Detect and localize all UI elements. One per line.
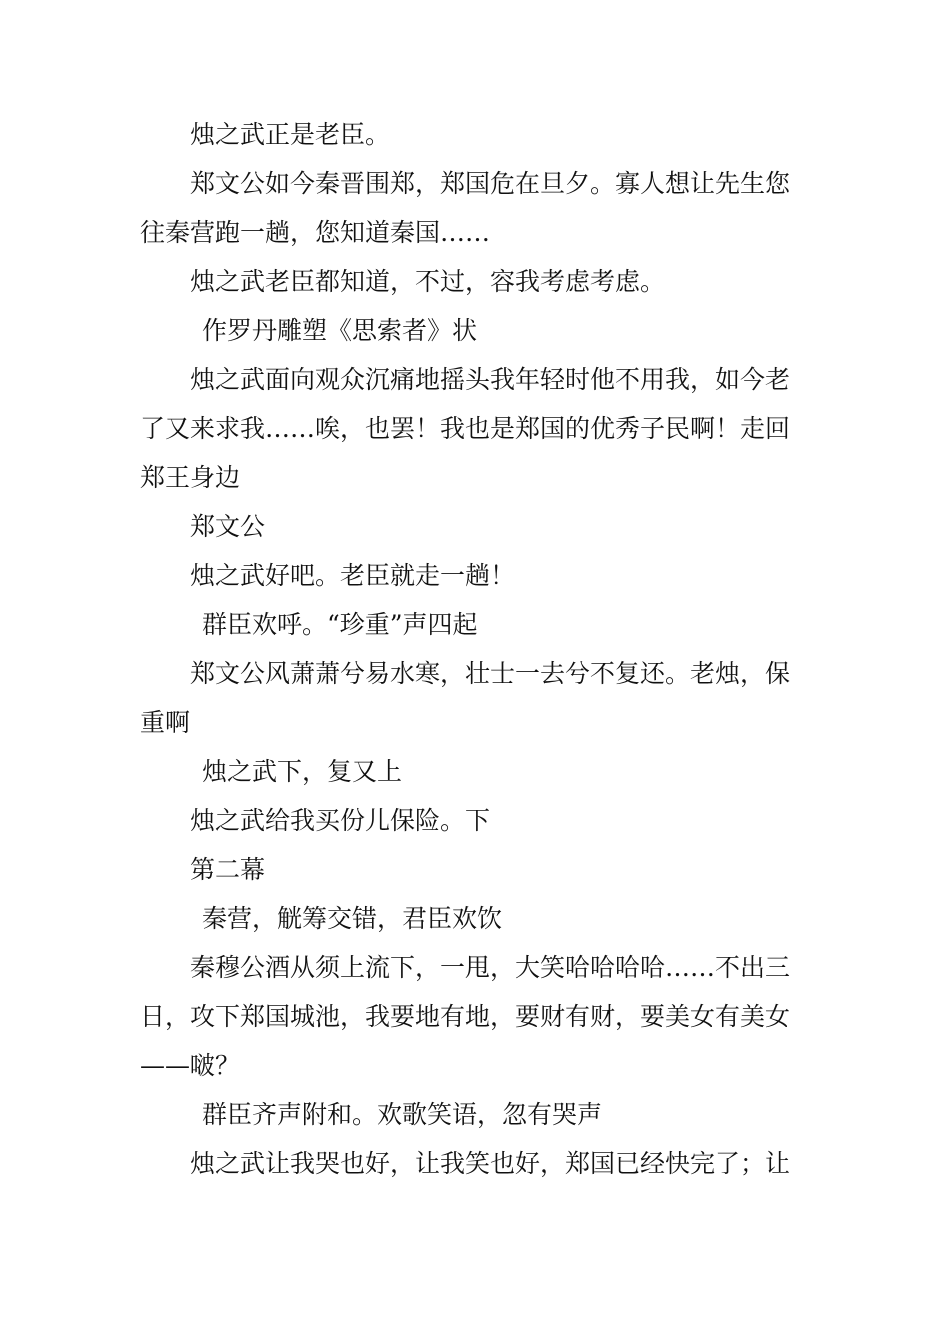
dialogue-paragraph: 秦穆公酒从须上流下，一甩，大笑哈哈哈哈……不出三日，攻下郑国城池，我要地有地，要财有财，要美女有美女——啵？ xyxy=(140,953,791,1080)
dialogue-paragraph: 烛之武正是老臣。 xyxy=(190,120,391,149)
stage-direction: 群臣齐声附和。欢歌笑语，忽有哭声 xyxy=(202,1100,603,1129)
stage-direction: 作罗丹雕塑《思索者》状 xyxy=(202,316,478,345)
dialogue-paragraph: 烛之武给我买份儿保险。下 xyxy=(190,806,491,835)
dialogue-paragraph: 烛之武让我哭也好，让我笑也好，郑国已经快完了；让 xyxy=(190,1149,791,1178)
dialogue-paragraph: 烛之武好吧。老臣就走一趟！ xyxy=(190,561,516,590)
script-text-body xyxy=(140,110,806,1188)
dialogue-paragraph: 郑文公风萧萧兮易水寒，壮士一去兮不复还。老烛，保重啊 xyxy=(140,659,791,737)
stage-direction: 烛之武下，复又上 xyxy=(202,757,403,786)
dialogue-paragraph: 烛之武老臣都知道，不过，容我考虑考虑。 xyxy=(190,267,666,296)
dialogue-paragraph: 郑文公 xyxy=(190,512,266,541)
stage-direction: 秦营，觥筹交错，君臣欢饮 xyxy=(202,904,503,933)
stage-direction: 群臣欢呼。“珍重”声四起 xyxy=(202,610,478,639)
dialogue-paragraph: 郑文公如今秦晋围郑，郑国危在旦夕。寡人想让先生您往秦营跑一趟，您知道秦国…… xyxy=(140,169,791,247)
act-heading: 第二幕 xyxy=(190,855,266,884)
dialogue-paragraph: 烛之武面向观众沉痛地摇头我年轻时他不用我，如今老了又来求我……唉，也罢！我也是郑国的优秀子民啊！走回郑王身边 xyxy=(140,365,791,492)
